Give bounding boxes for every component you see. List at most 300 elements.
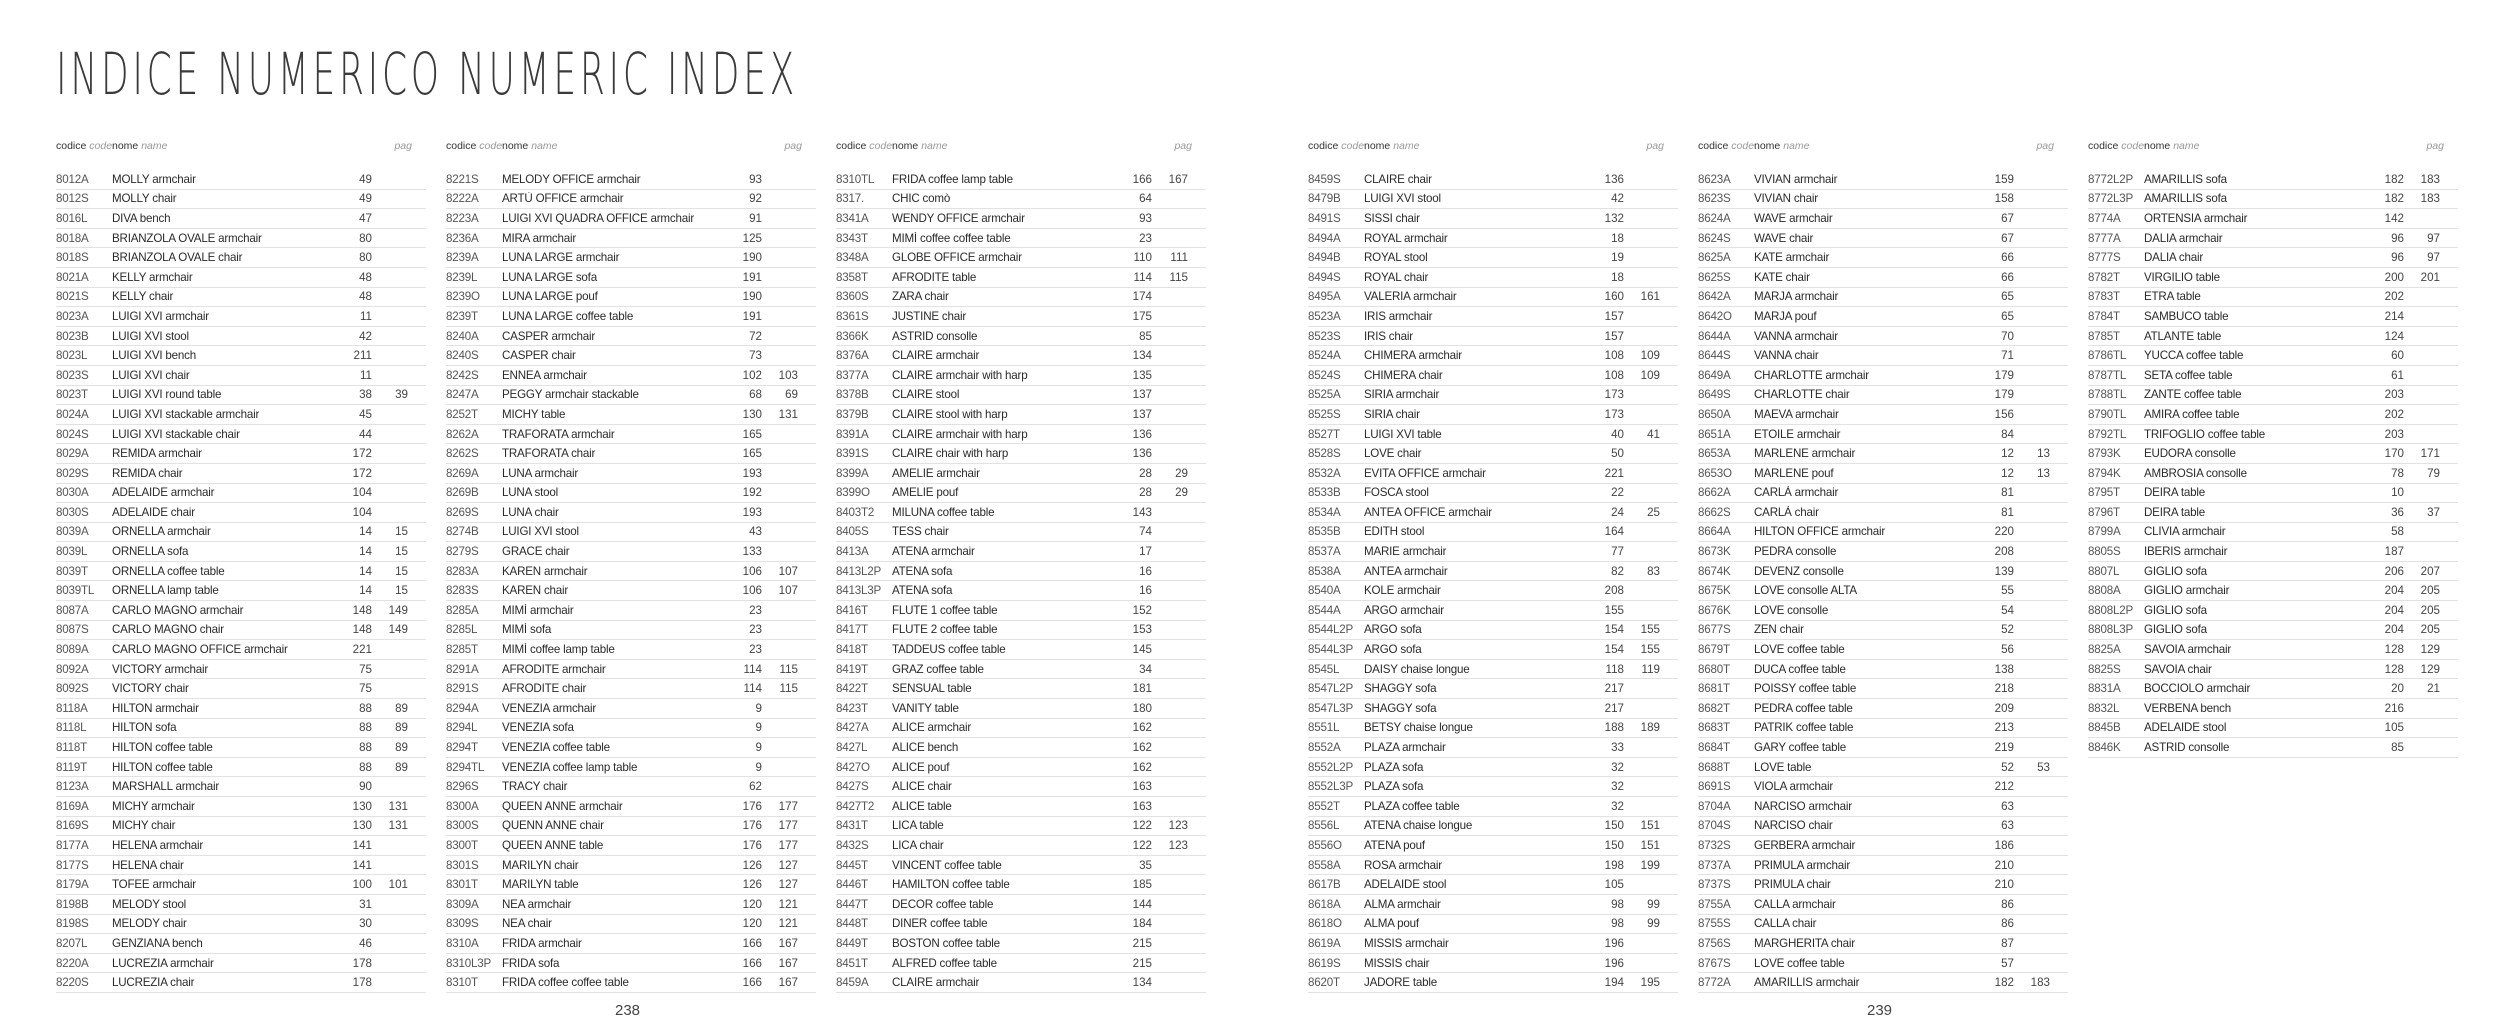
product-name: CASPER chair — [502, 349, 576, 363]
product-code: 8023A — [56, 309, 89, 323]
product-name: ADELAIDE chair — [112, 505, 195, 519]
page-ref-2: 155 — [1640, 643, 1660, 657]
index-row — [1698, 640, 2068, 660]
index-row — [1308, 581, 1678, 601]
index-row — [1698, 660, 2068, 680]
index-row — [56, 229, 426, 249]
product-name: TESS chair — [892, 525, 949, 539]
product-code: 8294T — [446, 741, 478, 755]
product-code: 8039TL — [56, 584, 95, 598]
index-row — [1308, 405, 1678, 425]
product-name: CLAIRE stool — [892, 388, 960, 402]
index-row — [56, 699, 426, 719]
page-ref: 31 — [359, 897, 372, 911]
product-name: DEIRA table — [2144, 505, 2205, 519]
product-name: CHIMERA armchair — [1364, 349, 1462, 363]
product-code: 8544L3P — [1308, 643, 1354, 657]
index-row — [1698, 288, 2068, 308]
product-name: ETRA table — [2144, 290, 2201, 304]
page-ref: 139 — [1994, 564, 2014, 578]
page-ref: 166 — [742, 976, 762, 990]
index-row — [836, 660, 1206, 680]
page-ref: 184 — [1132, 917, 1152, 931]
product-code: 8446T — [836, 878, 868, 892]
index-row — [1698, 229, 2068, 249]
page-ref: 166 — [742, 956, 762, 970]
page-ref: 204 — [2384, 584, 2404, 598]
product-code: 8537A — [1308, 545, 1341, 559]
product-name: MIMÌ coffee lamp table — [502, 643, 615, 657]
product-code: 8525A — [1308, 388, 1341, 402]
product-name: VICTORY chair — [112, 682, 189, 696]
product-name: MELODY chair — [112, 917, 187, 931]
index-row — [836, 366, 1206, 386]
index-row — [1308, 190, 1678, 210]
product-name: CARLO MAGNO OFFICE armchair — [112, 643, 288, 657]
index-row — [836, 679, 1206, 699]
page-ref: 64 — [1139, 192, 1152, 206]
product-code: 8772A — [1698, 976, 1731, 990]
index-row — [1698, 209, 2068, 229]
page-ref-2: 97 — [2427, 251, 2440, 265]
product-name: CALLA chair — [1754, 917, 1817, 931]
product-name: BOSTON coffee table — [892, 936, 1000, 950]
index-row — [2088, 190, 2458, 210]
product-name: GLOBE OFFICE armchair — [892, 251, 1022, 265]
product-name: ADELAIDE stool — [1364, 878, 1447, 892]
product-name: SENSUAL table — [892, 682, 972, 696]
product-name: ATENA chaise longue — [1364, 819, 1473, 833]
page-ref: 108 — [1604, 368, 1624, 382]
page-ref: 70 — [2001, 329, 2014, 343]
product-name: TRAFORATA chair — [502, 447, 596, 461]
page-ref: 142 — [2384, 211, 2404, 225]
product-name: CLIVIA armchair — [2144, 525, 2226, 539]
header-name-it: nome — [2144, 140, 2171, 152]
product-code: 8551L — [1308, 721, 1340, 735]
product-code: 8418T — [836, 643, 868, 657]
product-code: 8650A — [1698, 407, 1731, 421]
product-name: ALICE pouf — [892, 760, 950, 774]
index-row — [2088, 640, 2458, 660]
product-name: DALIA chair — [2144, 251, 2204, 265]
index-row — [56, 562, 426, 582]
page-ref: 220 — [1994, 525, 2014, 539]
product-name: ROYAL chair — [1364, 270, 1429, 284]
page-ref: 80 — [359, 251, 372, 265]
page-ref: 188 — [1604, 721, 1624, 735]
index-row — [446, 836, 816, 856]
index-row — [56, 581, 426, 601]
product-code: 8617B — [1308, 878, 1341, 892]
page-ref: 158 — [1994, 192, 2014, 206]
page-ref: 16 — [1139, 564, 1152, 578]
index-row — [2088, 268, 2458, 288]
product-code: 8119T — [56, 760, 88, 774]
index-row — [836, 425, 1206, 445]
product-name: ANTEA armchair — [1364, 564, 1448, 578]
index-row — [1308, 327, 1678, 347]
product-name: LUIGI XVI QUADRA OFFICE armchair — [502, 211, 695, 225]
index-row — [1308, 738, 1678, 758]
index-row — [446, 288, 816, 308]
index-row — [56, 503, 426, 523]
page-ref: 126 — [742, 878, 762, 892]
index-row — [1308, 954, 1678, 974]
product-code: 8737S — [1698, 878, 1731, 892]
product-name: CLAIRE armchair with harp — [892, 427, 1028, 441]
product-name: LUNA armchair — [502, 466, 579, 480]
product-name: IRIS chair — [1364, 329, 1413, 343]
index-row — [56, 679, 426, 699]
index-row — [1308, 915, 1678, 935]
product-code: 8825A — [2088, 643, 2121, 657]
index-row — [2088, 503, 2458, 523]
product-code: 8422T — [836, 682, 868, 696]
product-code: 8523A — [1308, 309, 1341, 323]
page-title: INDICE NUMERICO NUMERIC INDEX — [56, 40, 798, 108]
page-ref: 32 — [1611, 760, 1624, 774]
product-name: VIVIAN chair — [1754, 192, 1818, 206]
product-name: TADDEUS coffee table — [892, 643, 1006, 657]
product-name: LUIGI XVI bench — [112, 349, 196, 363]
index-row — [836, 797, 1206, 817]
header-pag: pag — [1174, 140, 1192, 152]
product-name: KATE armchair — [1754, 251, 1830, 265]
product-code: 8029A — [56, 447, 89, 461]
product-name: GENZIANA bench — [112, 936, 203, 950]
product-name: ZARA chair — [892, 290, 949, 304]
product-code: 8528S — [1308, 447, 1341, 461]
page-ref: 135 — [1132, 368, 1152, 382]
index-row — [836, 248, 1206, 268]
page-ref: 120 — [742, 917, 762, 931]
page-ref-2: 39 — [395, 388, 408, 402]
product-code: 8023T — [56, 388, 88, 402]
page-ref-2: 89 — [395, 721, 408, 735]
index-row — [836, 699, 1206, 719]
product-name: LUIGI XVI stool — [1364, 192, 1441, 206]
page-ref-2: 183 — [2420, 172, 2440, 186]
index-row — [56, 209, 426, 229]
page-ref: 136 — [1132, 447, 1152, 461]
index-row — [836, 327, 1206, 347]
product-name: MIMÌ armchair — [502, 603, 574, 617]
product-name: FLUTE 2 coffee table — [892, 623, 998, 637]
page-ref-2: 151 — [1640, 838, 1660, 852]
page-ref: 210 — [1994, 878, 2014, 892]
product-code: 8662A — [1698, 486, 1731, 500]
index-row — [836, 307, 1206, 327]
header-pag: pag — [2036, 140, 2054, 152]
product-code: 8269B — [446, 486, 479, 500]
product-name: ROYAL armchair — [1364, 231, 1448, 245]
product-code: 8772L3P — [2088, 192, 2134, 206]
product-code: 8619S — [1308, 956, 1341, 970]
product-name: AMARILLIS armchair — [1754, 976, 1860, 990]
product-code: 8618A — [1308, 897, 1341, 911]
product-code: 8432S — [836, 838, 869, 852]
product-code: 8092S — [56, 682, 89, 696]
product-code: 8310TL — [836, 172, 875, 186]
page-ref: 16 — [1139, 584, 1152, 598]
header-code-en: code — [1731, 140, 1755, 152]
page-ref: 98 — [1611, 897, 1624, 911]
product-name: REMIDA armchair — [112, 447, 202, 461]
product-name: EDITH stool — [1364, 525, 1425, 539]
page-ref: 202 — [2384, 407, 2404, 421]
product-name: VICTORY armchair — [112, 662, 209, 676]
product-name: VANITY table — [892, 701, 959, 715]
page-ref: 219 — [1994, 741, 2014, 755]
product-name: POISSY coffee table — [1754, 682, 1857, 696]
index-column-6 — [2088, 136, 2458, 758]
product-code: 8391S — [836, 447, 869, 461]
product-code: 8023B — [56, 329, 89, 343]
product-code: 8419T — [836, 662, 868, 676]
index-row — [446, 346, 816, 366]
index-row — [1698, 954, 2068, 974]
page-ref: 88 — [359, 741, 372, 755]
page-ref: 47 — [359, 211, 372, 225]
index-row — [1698, 895, 2068, 915]
header-code-en: code — [89, 140, 113, 152]
index-row — [1698, 248, 2068, 268]
product-name: TRAFORATA armchair — [502, 427, 615, 441]
page-ref-2: 177 — [778, 819, 798, 833]
index-row — [56, 640, 426, 660]
page-ref: 106 — [742, 564, 762, 578]
product-code: 8494S — [1308, 270, 1341, 284]
index-row — [446, 562, 816, 582]
product-name: ARGO sofa — [1364, 643, 1422, 657]
page-ref: 66 — [2001, 251, 2014, 265]
index-row — [2088, 562, 2458, 582]
index-row — [446, 268, 816, 288]
index-row — [56, 601, 426, 621]
product-code: 8427A — [836, 721, 869, 735]
index-row — [1308, 503, 1678, 523]
page-ref: 93 — [749, 172, 762, 186]
index-row — [446, 209, 816, 229]
product-name: VENEZIA coffee table — [502, 741, 610, 755]
index-row — [446, 405, 816, 425]
product-name: VENEZIA coffee lamp table — [502, 760, 638, 774]
page-ref: 156 — [1994, 407, 2014, 421]
index-row — [1698, 190, 2068, 210]
page-ref-2: 69 — [785, 388, 798, 402]
header-pag: pag — [1646, 140, 1664, 152]
index-row — [446, 425, 816, 445]
index-row — [836, 209, 1206, 229]
page-ref: 192 — [742, 486, 762, 500]
page-ref: 154 — [1604, 643, 1624, 657]
index-row — [56, 797, 426, 817]
page-ref: 190 — [742, 251, 762, 265]
page-ref-2: 205 — [2420, 623, 2440, 637]
product-code: 8619A — [1308, 936, 1341, 950]
page-ref: 104 — [352, 486, 372, 500]
page-ref: 66 — [2001, 270, 2014, 284]
product-code: 8783T — [2088, 290, 2120, 304]
product-name: FOSCA stool — [1364, 486, 1429, 500]
page-ref-2: 183 — [2420, 192, 2440, 206]
page-ref: 11 — [359, 309, 372, 323]
index-column-5 — [1698, 136, 2068, 993]
page-ref: 92 — [749, 192, 762, 206]
index-row — [446, 229, 816, 249]
product-name: AMBROSIA consolle — [2144, 466, 2247, 480]
page-ref: 58 — [2391, 525, 2404, 539]
product-code: 8825S — [2088, 662, 2121, 676]
product-name: GIGLIO sofa — [2144, 603, 2207, 617]
index-row — [56, 484, 426, 504]
page-ref: 178 — [352, 956, 372, 970]
product-name: GRAZ coffee table — [892, 662, 984, 676]
product-name: WAVE chair — [1754, 231, 1814, 245]
index-row — [1308, 934, 1678, 954]
index-row — [446, 464, 816, 484]
page-ref: 203 — [2384, 427, 2404, 441]
product-name: ALICE chair — [892, 780, 952, 794]
index-row — [56, 738, 426, 758]
product-name: CHARLOTTE chair — [1754, 388, 1850, 402]
product-code: 8662S — [1698, 505, 1731, 519]
product-code: 8545L — [1308, 662, 1340, 676]
index-row — [1698, 307, 2068, 327]
page-ref: 14 — [359, 584, 372, 598]
product-name: KAREN chair — [502, 584, 569, 598]
page-ref-2: 99 — [1647, 897, 1660, 911]
page-ref: 72 — [749, 329, 762, 343]
product-code: 8846K — [2088, 741, 2121, 755]
product-name: AMARILLIS sofa — [2144, 172, 2227, 186]
product-name: ALICE table — [892, 799, 952, 813]
index-row — [56, 464, 426, 484]
product-name: DAISY chaise longue — [1364, 662, 1470, 676]
index-row — [1308, 464, 1678, 484]
product-code: 8207L — [56, 936, 88, 950]
index-row — [2088, 444, 2458, 464]
index-row — [446, 523, 816, 543]
product-name: PLAZA sofa — [1364, 760, 1424, 774]
product-name: DEVENZ consolle — [1754, 564, 1844, 578]
page-ref: 80 — [359, 231, 372, 245]
index-row — [836, 268, 1206, 288]
product-code: 8089A — [56, 643, 89, 657]
page-ref-2: 115 — [779, 682, 798, 696]
page-ref: 194 — [1604, 976, 1624, 990]
page-ref-2: 37 — [2427, 505, 2440, 519]
page-ref: 28 — [1139, 466, 1152, 480]
product-code: 8023S — [56, 368, 89, 382]
product-name: MOLLY chair — [112, 192, 177, 206]
product-name: KOLE armchair — [1364, 584, 1441, 598]
page-ref: 65 — [2001, 290, 2014, 304]
index-row — [2088, 719, 2458, 739]
index-row — [836, 895, 1206, 915]
index-row — [56, 934, 426, 954]
index-row — [1308, 562, 1678, 582]
product-code: 8423T — [836, 701, 868, 715]
page-ref: 193 — [742, 466, 762, 480]
index-row — [1308, 170, 1678, 190]
page-ref-2: 121 — [778, 897, 798, 911]
product-code: 8544A — [1308, 603, 1341, 617]
page-ref: 9 — [755, 701, 762, 715]
index-row — [836, 738, 1206, 758]
page-ref: 157 — [1604, 309, 1624, 323]
product-code: 8240S — [446, 349, 479, 363]
page-ref: 108 — [1604, 349, 1624, 363]
product-name: VANNA chair — [1754, 349, 1819, 363]
page-ref-2: 115 — [779, 662, 798, 676]
product-name: VINCENT coffee table — [892, 858, 1002, 872]
product-name: MELODY stool — [112, 897, 187, 911]
product-code: 8649S — [1698, 388, 1731, 402]
page-ref: 96 — [2391, 251, 2404, 265]
page-ref: 20 — [2391, 682, 2404, 696]
product-name: DUCA coffee table — [1754, 662, 1846, 676]
product-name: BOCCIOLO armchair — [2144, 682, 2251, 696]
column-header — [2088, 136, 2458, 152]
index-row — [446, 738, 816, 758]
column-header — [836, 136, 1206, 152]
product-name: LUCREZIA chair — [112, 976, 195, 990]
product-code: 8239O — [446, 290, 480, 304]
page-ref: 148 — [352, 623, 372, 637]
index-row — [836, 386, 1206, 406]
index-row — [1308, 601, 1678, 621]
product-code: 8774A — [2088, 211, 2121, 225]
product-code: 8552L3P — [1308, 780, 1354, 794]
index-row — [2088, 425, 2458, 445]
page-ref: 32 — [1611, 780, 1624, 794]
product-name: PLAZA coffee table — [1364, 799, 1460, 813]
header-name — [1364, 140, 1624, 152]
product-name: MAEVA armchair — [1754, 407, 1839, 421]
index-row — [1698, 797, 2068, 817]
page-ref: 96 — [2391, 231, 2404, 245]
index-row — [2088, 601, 2458, 621]
product-name: GERBERA armchair — [1754, 838, 1856, 852]
page-ref: 148 — [352, 603, 372, 617]
page-ref: 190 — [742, 290, 762, 304]
page-ref-2: 131 — [388, 799, 408, 813]
product-name: LOVE coffee table — [1754, 956, 1845, 970]
product-name: QUEEN ANNE armchair — [502, 799, 623, 813]
page-ref: 204 — [2384, 623, 2404, 637]
page-ref-2: 149 — [388, 603, 408, 617]
page-ref: 173 — [1604, 407, 1624, 421]
page-ref: 174 — [1132, 290, 1152, 304]
index-row — [446, 895, 816, 915]
index-row — [1308, 973, 1678, 993]
product-code: 8220A — [56, 956, 89, 970]
page-ref: 162 — [1132, 741, 1152, 755]
product-code: 8405S — [836, 525, 869, 539]
product-name: HILTON coffee table — [112, 760, 213, 774]
index-row — [56, 875, 426, 895]
index-row — [446, 581, 816, 601]
page-ref: 12 — [2001, 447, 2014, 461]
page-ref: 74 — [1139, 525, 1152, 539]
product-code: 8808A — [2088, 584, 2121, 598]
index-row — [2088, 346, 2458, 366]
index-row — [2088, 523, 2458, 543]
column-header — [446, 136, 816, 152]
product-code: 8399O — [836, 486, 870, 500]
